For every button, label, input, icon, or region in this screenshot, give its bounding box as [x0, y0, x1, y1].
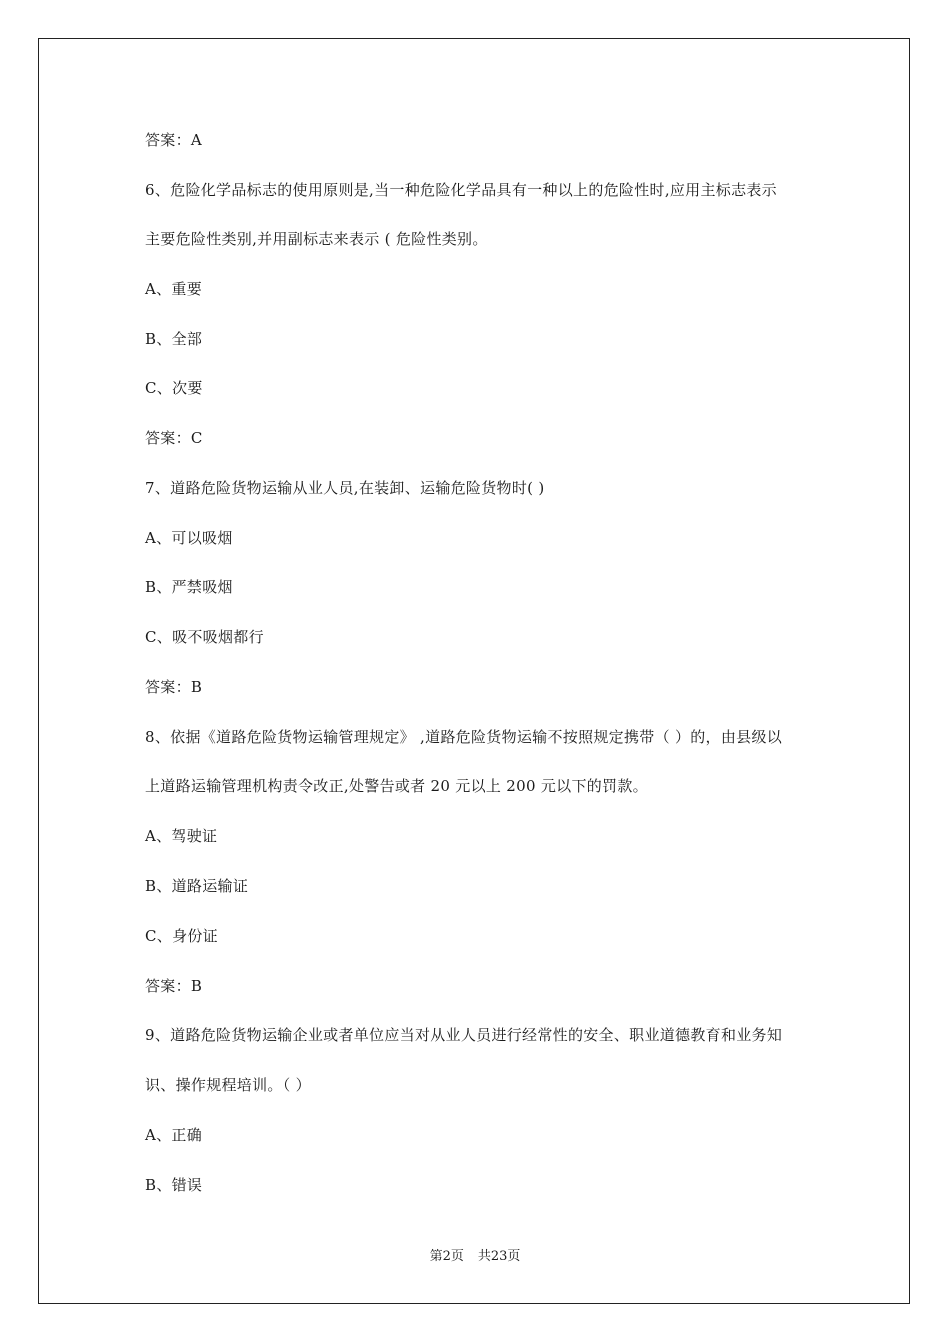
question-6-text: 6、危险化学品标志的使用原则是,当一种危险化学品具有一种以上的危险性时,应用主标志表示 — [145, 181, 777, 199]
question-6-text-cont: 主要危险性类别,并用副标志来表示 ( 危险性类别。 — [145, 230, 488, 248]
answer-6: 答案：C — [145, 429, 203, 447]
answer-5: 答案：A — [145, 131, 203, 149]
question-8-option-a: A、驾驶证 — [145, 827, 218, 845]
question-8-text: 8、依据《道路危险货物运输管理规定》 ,道路危险货物运输不按照规定携带（ ）的，由县级以 — [145, 728, 783, 746]
question-7-text: 7、道路危险货物运输从业人员,在装卸、运输危险货物时( ) — [145, 479, 545, 497]
question-6-option-c: C、次要 — [145, 379, 203, 397]
question-6-option-b: B、全部 — [145, 330, 203, 348]
question-9-text-cont: 识、操作规程培训。（ ） — [145, 1076, 311, 1094]
question-9-option-b: B、错误 — [145, 1176, 203, 1194]
answer-8: 答案：B — [145, 977, 203, 995]
page-footer — [0, 1248, 950, 1266]
answer-7: 答案：B — [145, 678, 203, 696]
question-7-option-a: A、可以吸烟 — [145, 529, 233, 547]
page-total: 共23页 — [477, 1249, 521, 1264]
page-number: 第2页 — [429, 1249, 464, 1264]
question-9-text: 9、道路危险货物运输企业或者单位应当对从业人员进行经常性的安全、职业道德教育和业务知 — [145, 1026, 783, 1044]
question-9-option-a: A、正确 — [145, 1126, 203, 1144]
question-8-option-b: B、道路运输证 — [145, 877, 249, 895]
question-6-option-a: A、重要 — [145, 280, 203, 298]
page-border — [38, 38, 910, 1304]
question-8-text-cont: 上道路运输管理机构责令改正,处警告或者 20 元以上 200 元以下的罚款。 — [145, 777, 648, 795]
question-7-option-b: B、严禁吸烟 — [145, 578, 233, 596]
question-7-option-c: C、吸不吸烟都行 — [145, 628, 264, 646]
question-8-option-c: C、身份证 — [145, 927, 218, 945]
